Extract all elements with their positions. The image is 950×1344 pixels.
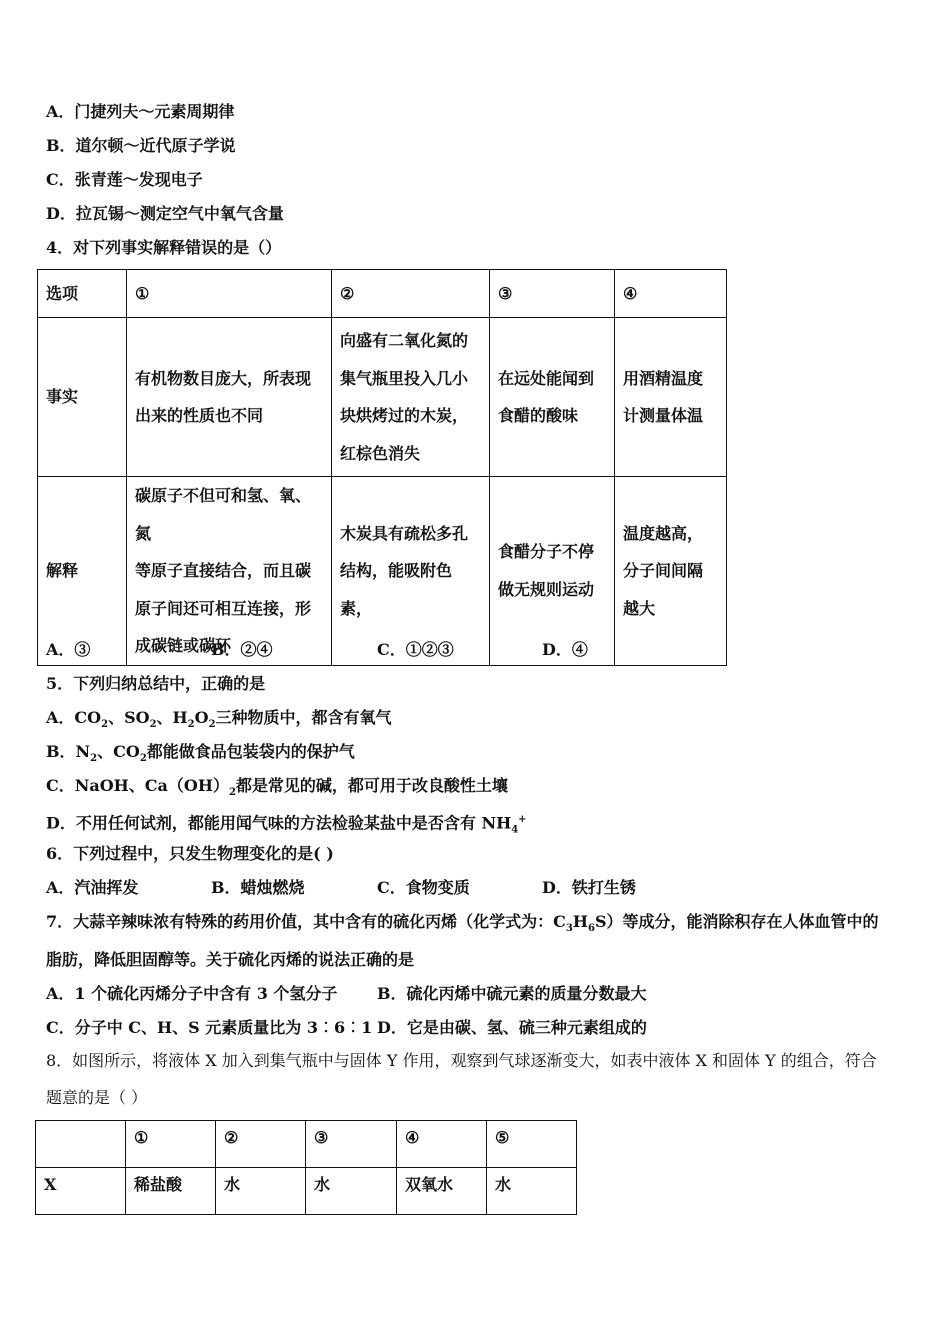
q8-cell-3: 水 <box>306 1168 397 1215</box>
q8-cell-1: 稀盐酸 <box>126 1168 216 1215</box>
q4-explain-label: 解释 <box>38 477 127 666</box>
q5-a-sub: 2 <box>101 719 109 731</box>
q8-row-label: X <box>36 1168 126 1215</box>
q3-option-a: A．门捷列夫～元素周期律 <box>46 102 235 121</box>
q4-fact-1 <box>127 318 332 477</box>
q5-b-text: 都能做食品包装袋内的保护气 <box>146 742 355 761</box>
q8-header-1: ① <box>126 1121 216 1168</box>
q4-fact-2-line: 集气瓶里投入几小 <box>340 368 469 388</box>
q5-a-text: 三种物质中，都含有氧气 <box>215 708 392 727</box>
q4-header-3: ③ <box>490 270 615 318</box>
q7-option-a: A．1 个硫化丙烯分子中含有 3 个氢分子 <box>46 984 338 1003</box>
q4-fact-2-line: 红棕色消失 <box>340 443 421 463</box>
q4-explain-2-line: 木炭具有疏松多孔 <box>340 523 469 543</box>
q4-header-4: ④ <box>615 270 727 318</box>
q5-option-c <box>46 775 508 804</box>
q7-text: 7．大蒜辛辣味浓有特殊的药用价值，其中含有的硫化丙烯（化学式为：C <box>46 912 566 931</box>
q8-header-2: ② <box>216 1121 306 1168</box>
q4-option-a: A．③ <box>46 640 91 659</box>
q5-b-text: B．N <box>46 742 91 761</box>
q5-a-text: O <box>194 708 209 727</box>
q4-explain-3-line: 做无规则运动 <box>498 579 595 599</box>
q7-option-d: D．它是由碳、氢、硫三种元素组成的 <box>377 1018 647 1037</box>
q5-a-text: 、H <box>156 708 188 727</box>
q8-table <box>35 1120 577 1215</box>
q8-stem-line2: 题意的是（ ） <box>46 1088 148 1107</box>
q5-b-sub: 2 <box>139 753 147 765</box>
q8-row-x <box>36 1168 577 1215</box>
q7-stem-line2: 脂肪，降低胆固醇等。关于硫化丙烯的说法正确的是 <box>46 950 415 969</box>
q5-option-d <box>46 809 527 842</box>
q5-b-text: 、CO <box>97 742 140 761</box>
q5-stem: 5．下列归纳总结中，正确的是 <box>46 674 266 693</box>
q8-cell-5: 水 <box>487 1168 577 1215</box>
q4-explain-4-line: 越大 <box>623 598 656 618</box>
q4-explain-1-line: 原子间还可相互连接，形 <box>135 598 312 618</box>
q3-option-d: D．拉瓦锡～测定空气中氧气含量 <box>46 204 284 223</box>
q4-explain-2-line: 素， <box>340 598 373 618</box>
q8-header-5: ⑤ <box>487 1121 577 1168</box>
q4-header-row <box>38 270 727 318</box>
q4-header-1: ① <box>127 270 332 318</box>
q4-explain-4-line: 分子间间隔 <box>623 561 704 580</box>
q7-stem-line1 <box>46 911 879 940</box>
q4-fact-1-line: 出来的性质也不同 <box>135 406 264 425</box>
q4-fact-3-line: 食醋的酸味 <box>498 406 579 425</box>
q8-header-4: ④ <box>397 1121 487 1168</box>
q5-a-sub: 2 <box>187 719 195 731</box>
q3-option-b: B．道尔顿～近代原子学说 <box>46 136 236 155</box>
q4-explain-4 <box>615 477 727 666</box>
q4-fact-2-line: 向盛有二氧化氮的 <box>340 331 469 350</box>
q8-cell-4: 双氧水 <box>397 1168 487 1215</box>
q4-explain-4-line: 温度越高， <box>623 523 704 543</box>
q4-fact-label: 事实 <box>38 318 127 477</box>
q4-explain-3-line: 食醋分子不停 <box>498 542 595 562</box>
q7-option-b: B．硫化丙烯中硫元素的质量分数最大 <box>377 984 647 1003</box>
q4-explain-1-line: 成碳链或碳环 <box>135 636 232 655</box>
q4-header-option: 选项 <box>38 270 127 318</box>
q5-option-a <box>46 707 392 736</box>
q4-option-c: C．①②③ <box>377 640 454 659</box>
q4-option-b: B．②④ <box>211 640 273 659</box>
q6-option-a: A．汽油挥发 <box>46 878 139 897</box>
q7-sub: 6 <box>587 923 595 935</box>
q6-option-b: B．蜡烛燃烧 <box>211 878 305 897</box>
q6-option-d: D．铁打生锈 <box>542 878 636 897</box>
q4-table <box>37 269 727 666</box>
q5-d-text: D．不用任何试剂，都能用闻气味的方法检验某盐中是否含有 NH <box>46 813 512 833</box>
q4-fact-row <box>38 318 727 477</box>
q4-fact-4-line: 用酒精温度 <box>623 368 704 388</box>
q5-a-sub: 2 <box>149 719 157 731</box>
q5-a-sub: 2 <box>208 719 216 731</box>
q3-option-c: C．张青莲～发现电子 <box>46 170 203 189</box>
q4-stem: 4．对下列事实解释错误的是（） <box>46 238 282 257</box>
q6-option-c: C．食物变质 <box>377 878 470 897</box>
q8-header-3: ③ <box>306 1121 397 1168</box>
q5-d-sub: 4 <box>511 824 519 836</box>
q4-fact-2 <box>332 318 490 477</box>
q4-explain-1 <box>127 477 332 666</box>
q4-fact-3-line: 在远处能闻到 <box>498 368 595 388</box>
q8-header-blank <box>36 1121 126 1168</box>
q8-header-row <box>36 1121 577 1168</box>
q5-c-text: C．NaOH、Ca（OH） <box>46 776 229 795</box>
q4-explain-1-line: 碳原子不但可和氢、氧、氮 <box>135 486 312 543</box>
q5-b-sub: 2 <box>90 753 98 765</box>
q7-text: H <box>572 912 588 931</box>
q4-fact-2-line: 块烘烤过的木炭， <box>340 406 469 425</box>
q5-d-sup: + <box>518 814 527 825</box>
q4-explain-2 <box>332 477 490 666</box>
q5-a-text: A．CO <box>46 708 102 727</box>
q4-explain-1-line: 等原子直接结合，而且碳 <box>135 561 312 580</box>
q7-text: S）等成分，能消除积存在人体血管中的 <box>594 912 879 931</box>
q4-header-2: ② <box>332 270 490 318</box>
q8-cell-2: 水 <box>216 1168 306 1215</box>
q4-fact-3 <box>490 318 615 477</box>
q7-option-c: C．分子中 C、H、S 元素质量比为 3︰6︰1 <box>46 1018 373 1037</box>
q5-a-text: 、SO <box>108 708 150 727</box>
q5-c-text: 都是常见的碱，都可用于改良酸性土壤 <box>235 776 508 795</box>
q4-fact-4 <box>615 318 727 477</box>
q6-stem: 6．下列过程中，只发生物理变化的是( ) <box>46 844 334 863</box>
q7-sub: 3 <box>565 923 573 935</box>
q5-c-sub: 2 <box>228 787 236 799</box>
q4-explain-3 <box>490 477 615 666</box>
q4-option-d: D．④ <box>542 640 588 659</box>
q4-explain-2-line: 结构，能吸附色 <box>340 561 453 580</box>
q4-fact-4-line: 计测量体温 <box>623 406 704 425</box>
q8-stem-line1: 8．如图所示，将液体 X 加入到集气瓶中与固体 Y 作用，观察到气球逐渐变大，如表中液体 X 和固体 Y 的组合，符合 <box>46 1051 877 1070</box>
q4-explain-row <box>38 477 727 666</box>
q5-option-b <box>46 741 355 770</box>
q4-fact-1-line: 有机物数目庞大，所表现 <box>135 368 312 388</box>
